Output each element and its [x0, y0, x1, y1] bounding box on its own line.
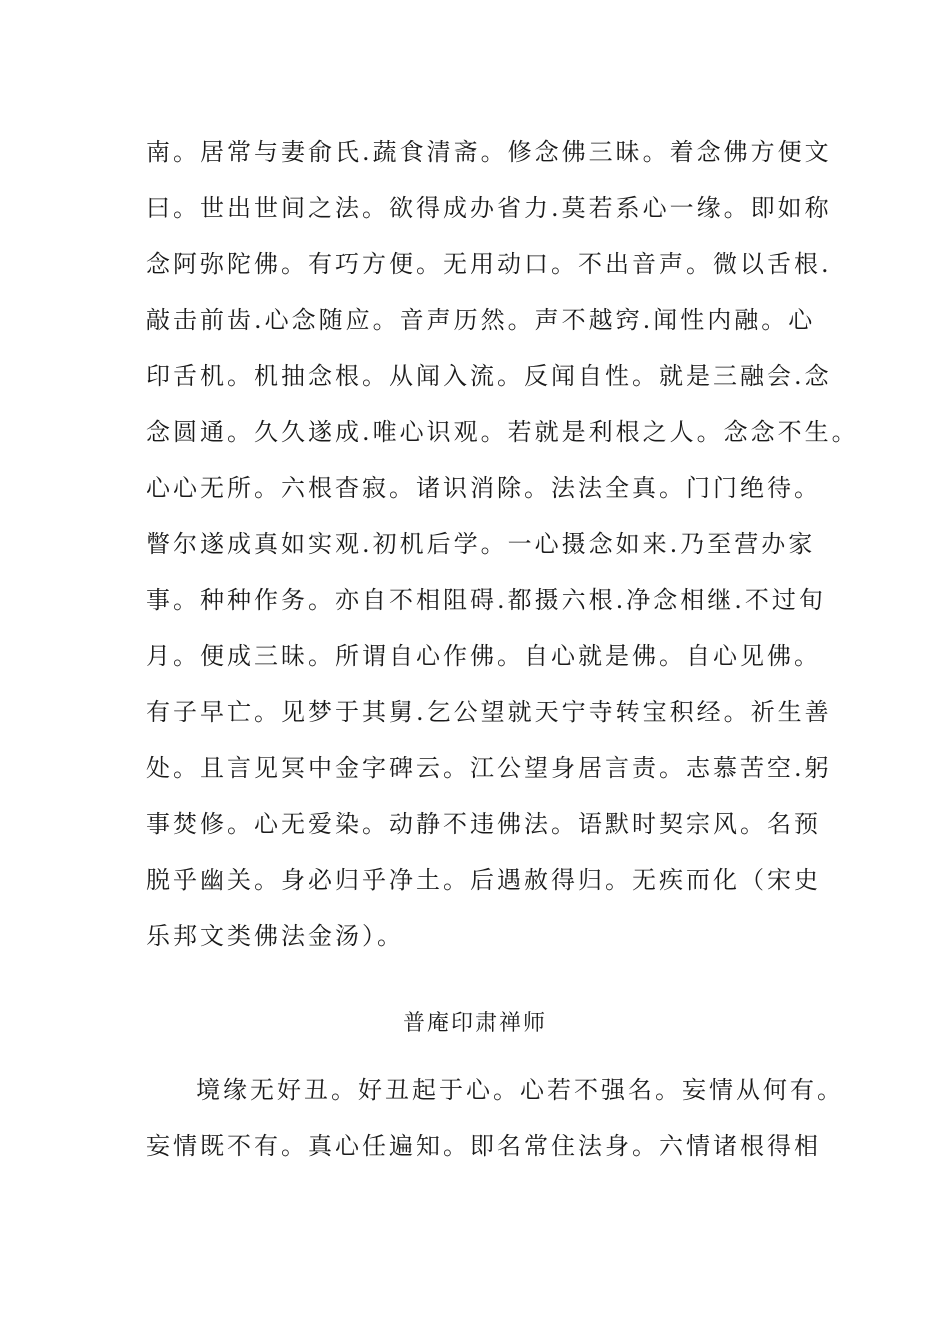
text-line: 事焚修。心无爱染。动静不违佛法。语默时契宗风。名预	[146, 810, 821, 838]
text-line: 念圆通。久久遂成.唯心识观。若就是利根之人。念念不生。	[146, 418, 859, 446]
paragraph-continued	[146, 128, 859, 968]
text-line: 印舌机。机抽念根。从闻入流。反闻自性。就是三融会.念	[146, 362, 832, 390]
text-line: 脱乎幽关。身必归乎净土。后遇赦得归。无疾而化（宋史	[146, 866, 821, 894]
text-line: 乐邦文类佛法金汤）。	[146, 922, 404, 950]
text-line: 处。且言见冥中金字碑云。江公望身居言责。志慕苦空.躬	[146, 754, 832, 782]
section-title: 普庵印肃禅师	[402, 1011, 547, 1036]
text-line: 念阿弥陀佛。有巧方便。无用动口。不出音声。微以舌根.	[146, 250, 832, 278]
text-line: 有子早亡。见梦于其舅.乞公望就天宁寺转宝积经。祈生善	[146, 698, 832, 726]
text-line: 敲击前齿.心念随应。音声历然。声不越窍.闻性内融。心	[146, 306, 816, 334]
paragraph-new-section	[146, 1066, 846, 1178]
text-line: 曰。世出世间之法。欲得成办省力.莫若系心一缘。即如称	[146, 194, 832, 222]
text-line: 境缘无好丑。好丑起于心。心若不强名。妄情从何有。	[196, 1076, 844, 1104]
text-line: 妄情既不有。真心任遍知。即名常住法身。六情诸根得相	[146, 1132, 821, 1160]
text-line: 南。居常与妻俞氏.蔬食清斋。修念佛三昧。着念佛方便文	[146, 138, 832, 166]
text-line: 月。便成三昧。所谓自心作佛。自心就是佛。自心见佛。	[146, 642, 821, 670]
text-line: 事。种种作务。亦自不相阻碍.都摄六根.净念相继.不过旬	[146, 586, 826, 614]
text-line: 瞥尔遂成真如实观.初机后学。一心摄念如来.乃至营办家	[146, 530, 816, 558]
text-line: 心心无所。六根杳寂。诸识消除。法法全真。门门绝待。	[146, 474, 821, 502]
